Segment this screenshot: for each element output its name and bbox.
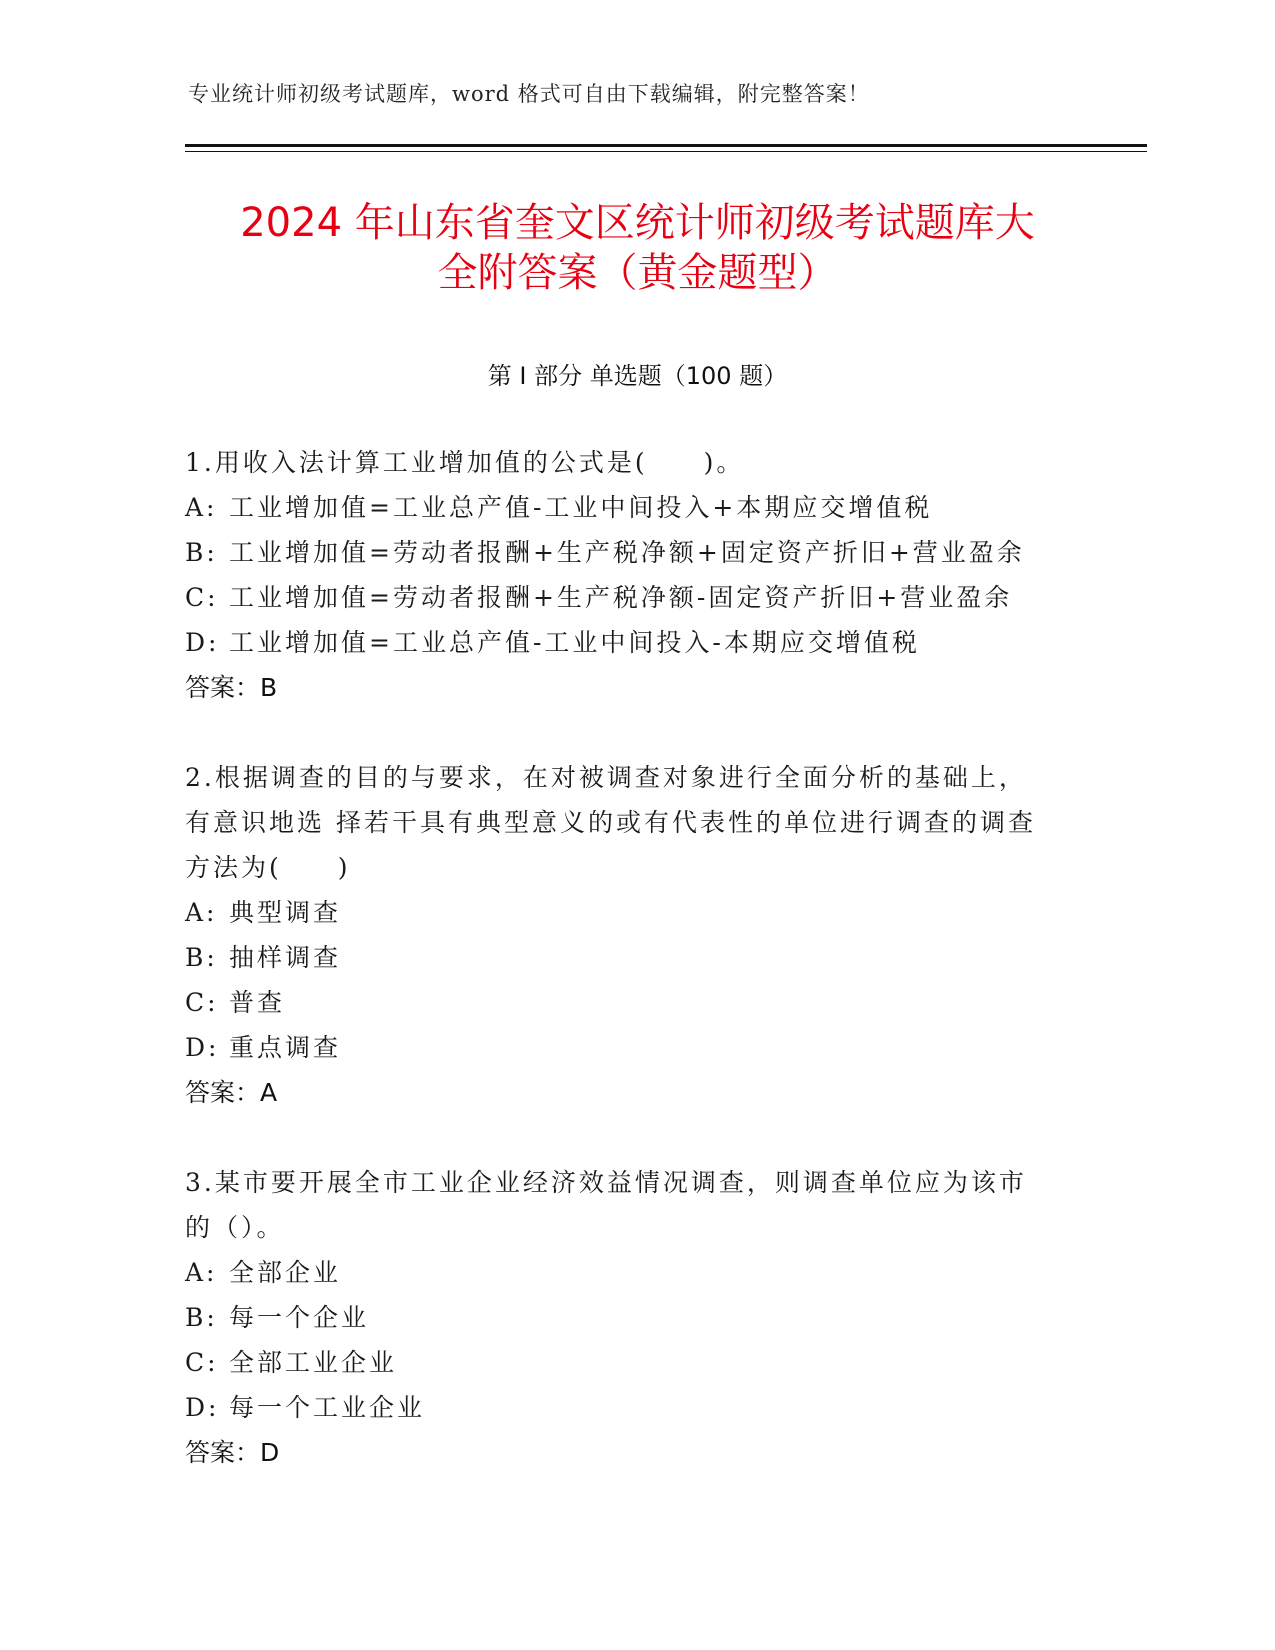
option-text: 每一个工业企业 bbox=[229, 1393, 426, 1422]
document-title-line-2: 全附答案（黄金题型） bbox=[437, 250, 838, 296]
question-stem-line: 有意识地选 择若干具有典型意义的或有代表性的单位进行调查的调查 bbox=[185, 808, 1036, 837]
option-b bbox=[185, 935, 1085, 980]
question-3 bbox=[185, 1160, 1085, 1475]
option-text: 全部工业企业 bbox=[229, 1348, 398, 1377]
option-text: 工业增加值=劳动者报酬+生产税净额-固定资产折旧+营业盈余 bbox=[229, 583, 1013, 612]
option-letter: B: bbox=[185, 538, 218, 567]
header-rule-thin bbox=[185, 151, 1147, 152]
document-title bbox=[185, 198, 1090, 298]
option-letter: A: bbox=[185, 1258, 218, 1287]
question-list bbox=[185, 440, 1085, 1520]
option-text: 重点调查 bbox=[229, 1033, 342, 1062]
answer: 答案：D bbox=[185, 1438, 280, 1467]
option-b bbox=[185, 530, 1085, 575]
option-letter: A: bbox=[185, 493, 218, 522]
option-letter: B: bbox=[185, 943, 218, 972]
option-letter: C: bbox=[185, 1348, 219, 1377]
option-c bbox=[185, 980, 1085, 1025]
option-a bbox=[185, 1250, 1085, 1295]
option-a bbox=[185, 890, 1085, 935]
answer: 答案：B bbox=[185, 673, 278, 702]
option-letter: D: bbox=[185, 1393, 220, 1422]
option-c bbox=[185, 1340, 1085, 1385]
question-1 bbox=[185, 440, 1085, 710]
question-stem-line: 1.用收入法计算工业增加值的公式是( )。 bbox=[185, 448, 745, 477]
option-d bbox=[185, 1385, 1085, 1430]
option-d bbox=[185, 620, 1085, 665]
option-letter: C: bbox=[185, 583, 219, 612]
question-stem-line: 2.根据调查的目的与要求，在对被调查对象进行全面分析的基础上， bbox=[185, 763, 1027, 792]
section-title: 第 I 部分 单选题（100 题） bbox=[487, 362, 788, 390]
header-note: 专业统计师初级考试题库，word 格式可自由下载编辑，附完整答案！ bbox=[188, 82, 870, 106]
option-text: 工业增加值=劳动者报酬+生产税净额+固定资产折旧+营业盈余 bbox=[229, 538, 1025, 567]
option-text: 工业增加值=工业总产值-工业中间投入-本期应交增值税 bbox=[229, 628, 920, 657]
option-text: 每一个企业 bbox=[229, 1303, 370, 1332]
answer: 答案：A bbox=[185, 1078, 278, 1107]
option-text: 工业增加值=工业总产值-工业中间投入+本期应交增值税 bbox=[229, 493, 933, 522]
header-rule-thick bbox=[185, 144, 1147, 147]
option-letter: C: bbox=[185, 988, 219, 1017]
option-c bbox=[185, 575, 1085, 620]
question-2 bbox=[185, 755, 1085, 1115]
option-a bbox=[185, 485, 1085, 530]
option-letter: D: bbox=[185, 628, 220, 657]
option-letter: D: bbox=[185, 1033, 220, 1062]
option-text: 典型调查 bbox=[229, 898, 342, 927]
question-stem-line: 3.某市要开展全市工业企业经济效益情况调查，则调查单位应为该市 bbox=[185, 1168, 1027, 1197]
question-stem-line: 的（）。 bbox=[185, 1213, 285, 1242]
option-text: 全部企业 bbox=[229, 1258, 342, 1287]
option-letter: A: bbox=[185, 898, 218, 927]
document-title-line-1: 2024 年山东省奎文区统计师初级考试题库大 bbox=[240, 200, 1035, 246]
option-b bbox=[185, 1295, 1085, 1340]
option-d bbox=[185, 1025, 1085, 1070]
option-text: 普查 bbox=[229, 988, 286, 1017]
option-letter: B: bbox=[185, 1303, 218, 1332]
question-stem-line: 方法为( ) bbox=[185, 853, 351, 882]
option-text: 抽样调查 bbox=[229, 943, 342, 972]
